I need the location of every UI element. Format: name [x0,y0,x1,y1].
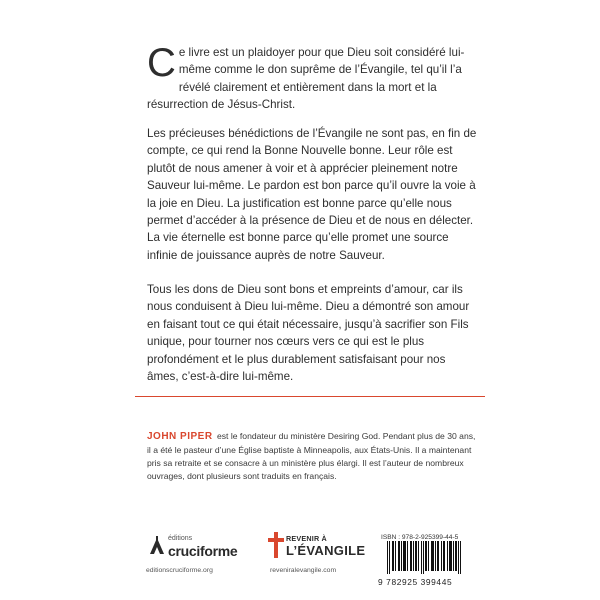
cruciforme-url: editionscruciforme.org [146,567,213,574]
barcode-digits: 9 782925 399445 [378,577,453,587]
revenir-logo-name: L’ÉVANGILE [286,543,366,558]
cruciforme-logo [148,532,258,560]
cruciforme-logo-name: cruciforme [168,543,238,559]
intro-paragraph [147,41,477,114]
divider-line [135,396,485,397]
revenir-a-levangile-logo [268,530,368,562]
isbn-label: ISBN : 978-2-925399-44-5 [381,534,459,541]
gifts-of-god-paragraph: Tous les dons de Dieu sont bons et empreints d’amour, car ils nous conduisent à Dieu lui-même. Dieu a démontré son amour en faisant tout ce qui était nécessaire, jusqu’à sacrifier son Fils unique, pour tourner nos cœurs vers ce qui est le plus profondément et le plus durablement satisfaisant pour nos âmes, c’est-à-dire lui-même. [147,283,470,384]
revenir-logo-small-text: REVENIR À [286,534,327,543]
author-name: JOHN PIPER [147,431,213,442]
revenir-url: reveniralevangile.com [270,567,337,574]
barcode-icon [387,541,463,574]
intro-text: e livre est un plaidoyer pour que Dieu soit considéré lui-même comme le don suprême de l’Évangile, tel qu’il l’a révélé clairement et entièrement dans la mort et la résurrection de Jésus-Christ. [147,46,465,112]
author-bio [147,430,477,483]
gospel-blessings-paragraph: Les précieuses bénédictions de l’Évangile ne sont pas, en fin de compte, ce qui rend la Bonne Nouvelle bonne. Leur rôle est plutôt de nous amener à voir et à apprécier pleinement notre Sauveur lui-même. Le pardon est bon parce qu’il ouvre la voie à la joie en Dieu. La justification est bonne parce qu’elle nous permet d’accéder à la présence de Dieu et de nous en délecter. La vie éternelle est bonne parce qu’elle promet une source infinie de jouissance auprès de notre Sauveur. [147,127,477,262]
cross-icon [268,532,284,558]
author-bio-text: est le fondateur du ministère Desiring God. Pendant plus de 30 ans, il a été le pasteur d’une Église baptiste à Minneapolis, aux États-Unis. Il a maintenant pris sa retraite et se consacre à un ministère plus élargi. Il est l’auteur de nombreux ouvrages, dont plusieurs sont traduits en français. [147,431,476,481]
cruciforme-mark-icon [148,536,166,556]
drop-cap: C [147,41,176,85]
cruciforme-logo-small-text: éditions [168,535,193,542]
